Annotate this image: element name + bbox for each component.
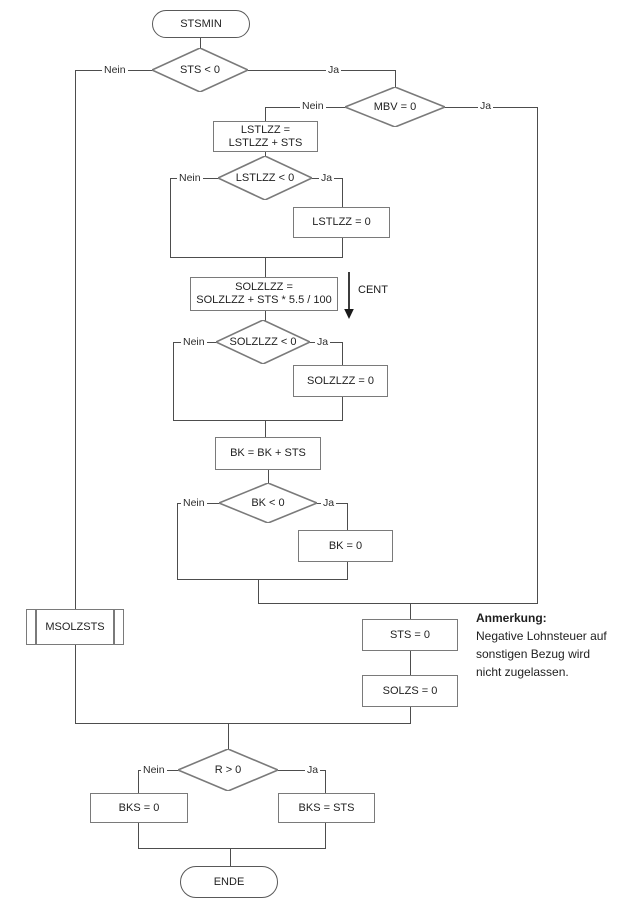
process-bk-add	[215, 437, 321, 470]
connector	[258, 603, 538, 604]
connector	[325, 770, 326, 794]
decision-sts-label: STS < 0	[179, 64, 221, 76]
process-lstlzz-zero	[293, 207, 390, 238]
branch-label-ja: Ja	[323, 497, 335, 509]
process-solzlzz-zero-label: SOLZLZZ = 0	[307, 374, 374, 387]
decision-lstlzz-label: LSTLZZ < 0	[235, 172, 295, 184]
terminal-end-label: ENDE	[213, 875, 245, 888]
connector	[265, 257, 266, 278]
connector	[268, 470, 269, 484]
annotation-note	[476, 609, 626, 681]
connector	[342, 178, 343, 208]
process-bks-zero	[90, 793, 188, 823]
connector	[173, 420, 343, 421]
terminal-start-label: STSMIN	[180, 17, 222, 30]
decision-mbv-eq-0	[345, 87, 445, 127]
process-sts-zero-label: STS = 0	[389, 628, 431, 641]
annotation-line: sonstigen Bezug wird	[476, 647, 591, 661]
process-sts-zero	[362, 619, 458, 651]
connector	[325, 823, 326, 849]
process-bk-add-label: BK = BK + STS	[230, 447, 306, 459]
decision-solzlzz-lt-0	[216, 320, 310, 364]
connector	[342, 342, 343, 366]
connector	[410, 651, 411, 676]
connector	[177, 579, 348, 580]
decision-bk-label: BK < 0	[251, 497, 285, 509]
cent-label: CENT	[358, 284, 388, 296]
decision-bk-lt-0	[219, 483, 317, 523]
decision-mbv-label: MBV = 0	[373, 101, 417, 113]
connector	[248, 70, 396, 71]
process-solzs-zero-label: SOLZS = 0	[382, 684, 438, 697]
connector	[138, 848, 326, 849]
branch-label-nein: Nein	[104, 64, 126, 76]
process-bks-sts-label: BKS = STS	[298, 801, 355, 814]
connector	[258, 579, 259, 604]
decision-lstlzz-lt-0	[218, 156, 312, 200]
branch-label-nein: Nein	[143, 764, 165, 776]
connector	[177, 503, 178, 580]
process-solzlzz-zero	[293, 365, 388, 397]
branch-label-nein: Nein	[183, 497, 205, 509]
connector	[75, 723, 411, 724]
connector	[265, 420, 266, 438]
connector	[265, 107, 266, 122]
process-lstlzz-add-line1: LSTLZZ =	[240, 123, 291, 136]
connector	[75, 70, 76, 610]
connector	[395, 70, 396, 88]
decision-solzlzz-label: SOLZLZZ < 0	[229, 336, 297, 348]
process-lstlzz-add-line2: LSTLZZ + STS	[228, 136, 303, 149]
annotation-line: nicht zugelassen.	[476, 665, 569, 679]
connector	[138, 823, 139, 849]
branch-label-ja: Ja	[307, 764, 319, 776]
process-lstlzz-add	[213, 121, 318, 152]
subroutine-msolzsts	[26, 609, 124, 645]
branch-label-nein: Nein	[179, 172, 201, 184]
connector	[228, 723, 229, 750]
connector	[347, 562, 348, 580]
annotation-line: Negative Lohnsteuer auf	[476, 629, 607, 643]
cent-down-arrow-icon	[341, 269, 357, 321]
connector	[230, 848, 231, 867]
connector	[138, 770, 139, 794]
process-solzlzz-add-line1: SOLZLZZ =	[235, 281, 293, 293]
connector	[410, 603, 411, 620]
branch-label-nein: Nein	[183, 336, 205, 348]
connector	[170, 257, 343, 258]
decision-sts-lt-0	[152, 48, 248, 92]
process-solzlzz-add-line2: SOLZLZZ + STS * 5.5 / 100	[196, 294, 332, 306]
connector	[342, 397, 343, 421]
terminal-end	[180, 866, 278, 898]
process-bk-zero-label: BK = 0	[328, 539, 363, 552]
decision-r-label: R > 0	[214, 764, 242, 776]
connector	[537, 107, 538, 604]
process-lstlzz-zero-label: LSTLZZ = 0	[312, 216, 371, 228]
process-bk-zero	[298, 530, 393, 562]
connector	[173, 342, 174, 421]
connector	[75, 645, 76, 724]
subroutine-msolzsts-label: MSOLZSTS	[45, 620, 105, 633]
terminal-start	[152, 10, 250, 38]
connector	[342, 238, 343, 258]
decision-r-gt-0	[178, 749, 278, 791]
process-solzlzz-add	[190, 277, 338, 311]
process-bks-sts	[278, 793, 375, 823]
annotation-title: Anmerkung:	[476, 611, 547, 625]
branch-label-ja: Ja	[328, 64, 340, 76]
connector	[347, 503, 348, 531]
branch-label-nein: Nein	[302, 100, 324, 112]
subroutine-bar-right	[113, 609, 115, 645]
subroutine-bar-left	[35, 609, 37, 645]
branch-label-ja: Ja	[480, 100, 492, 112]
branch-label-ja: Ja	[317, 336, 329, 348]
connector	[410, 707, 411, 724]
connector	[170, 178, 171, 258]
process-solzs-zero	[362, 675, 458, 707]
process-bks-zero-label: BKS = 0	[118, 801, 160, 814]
branch-label-ja: Ja	[321, 172, 333, 184]
